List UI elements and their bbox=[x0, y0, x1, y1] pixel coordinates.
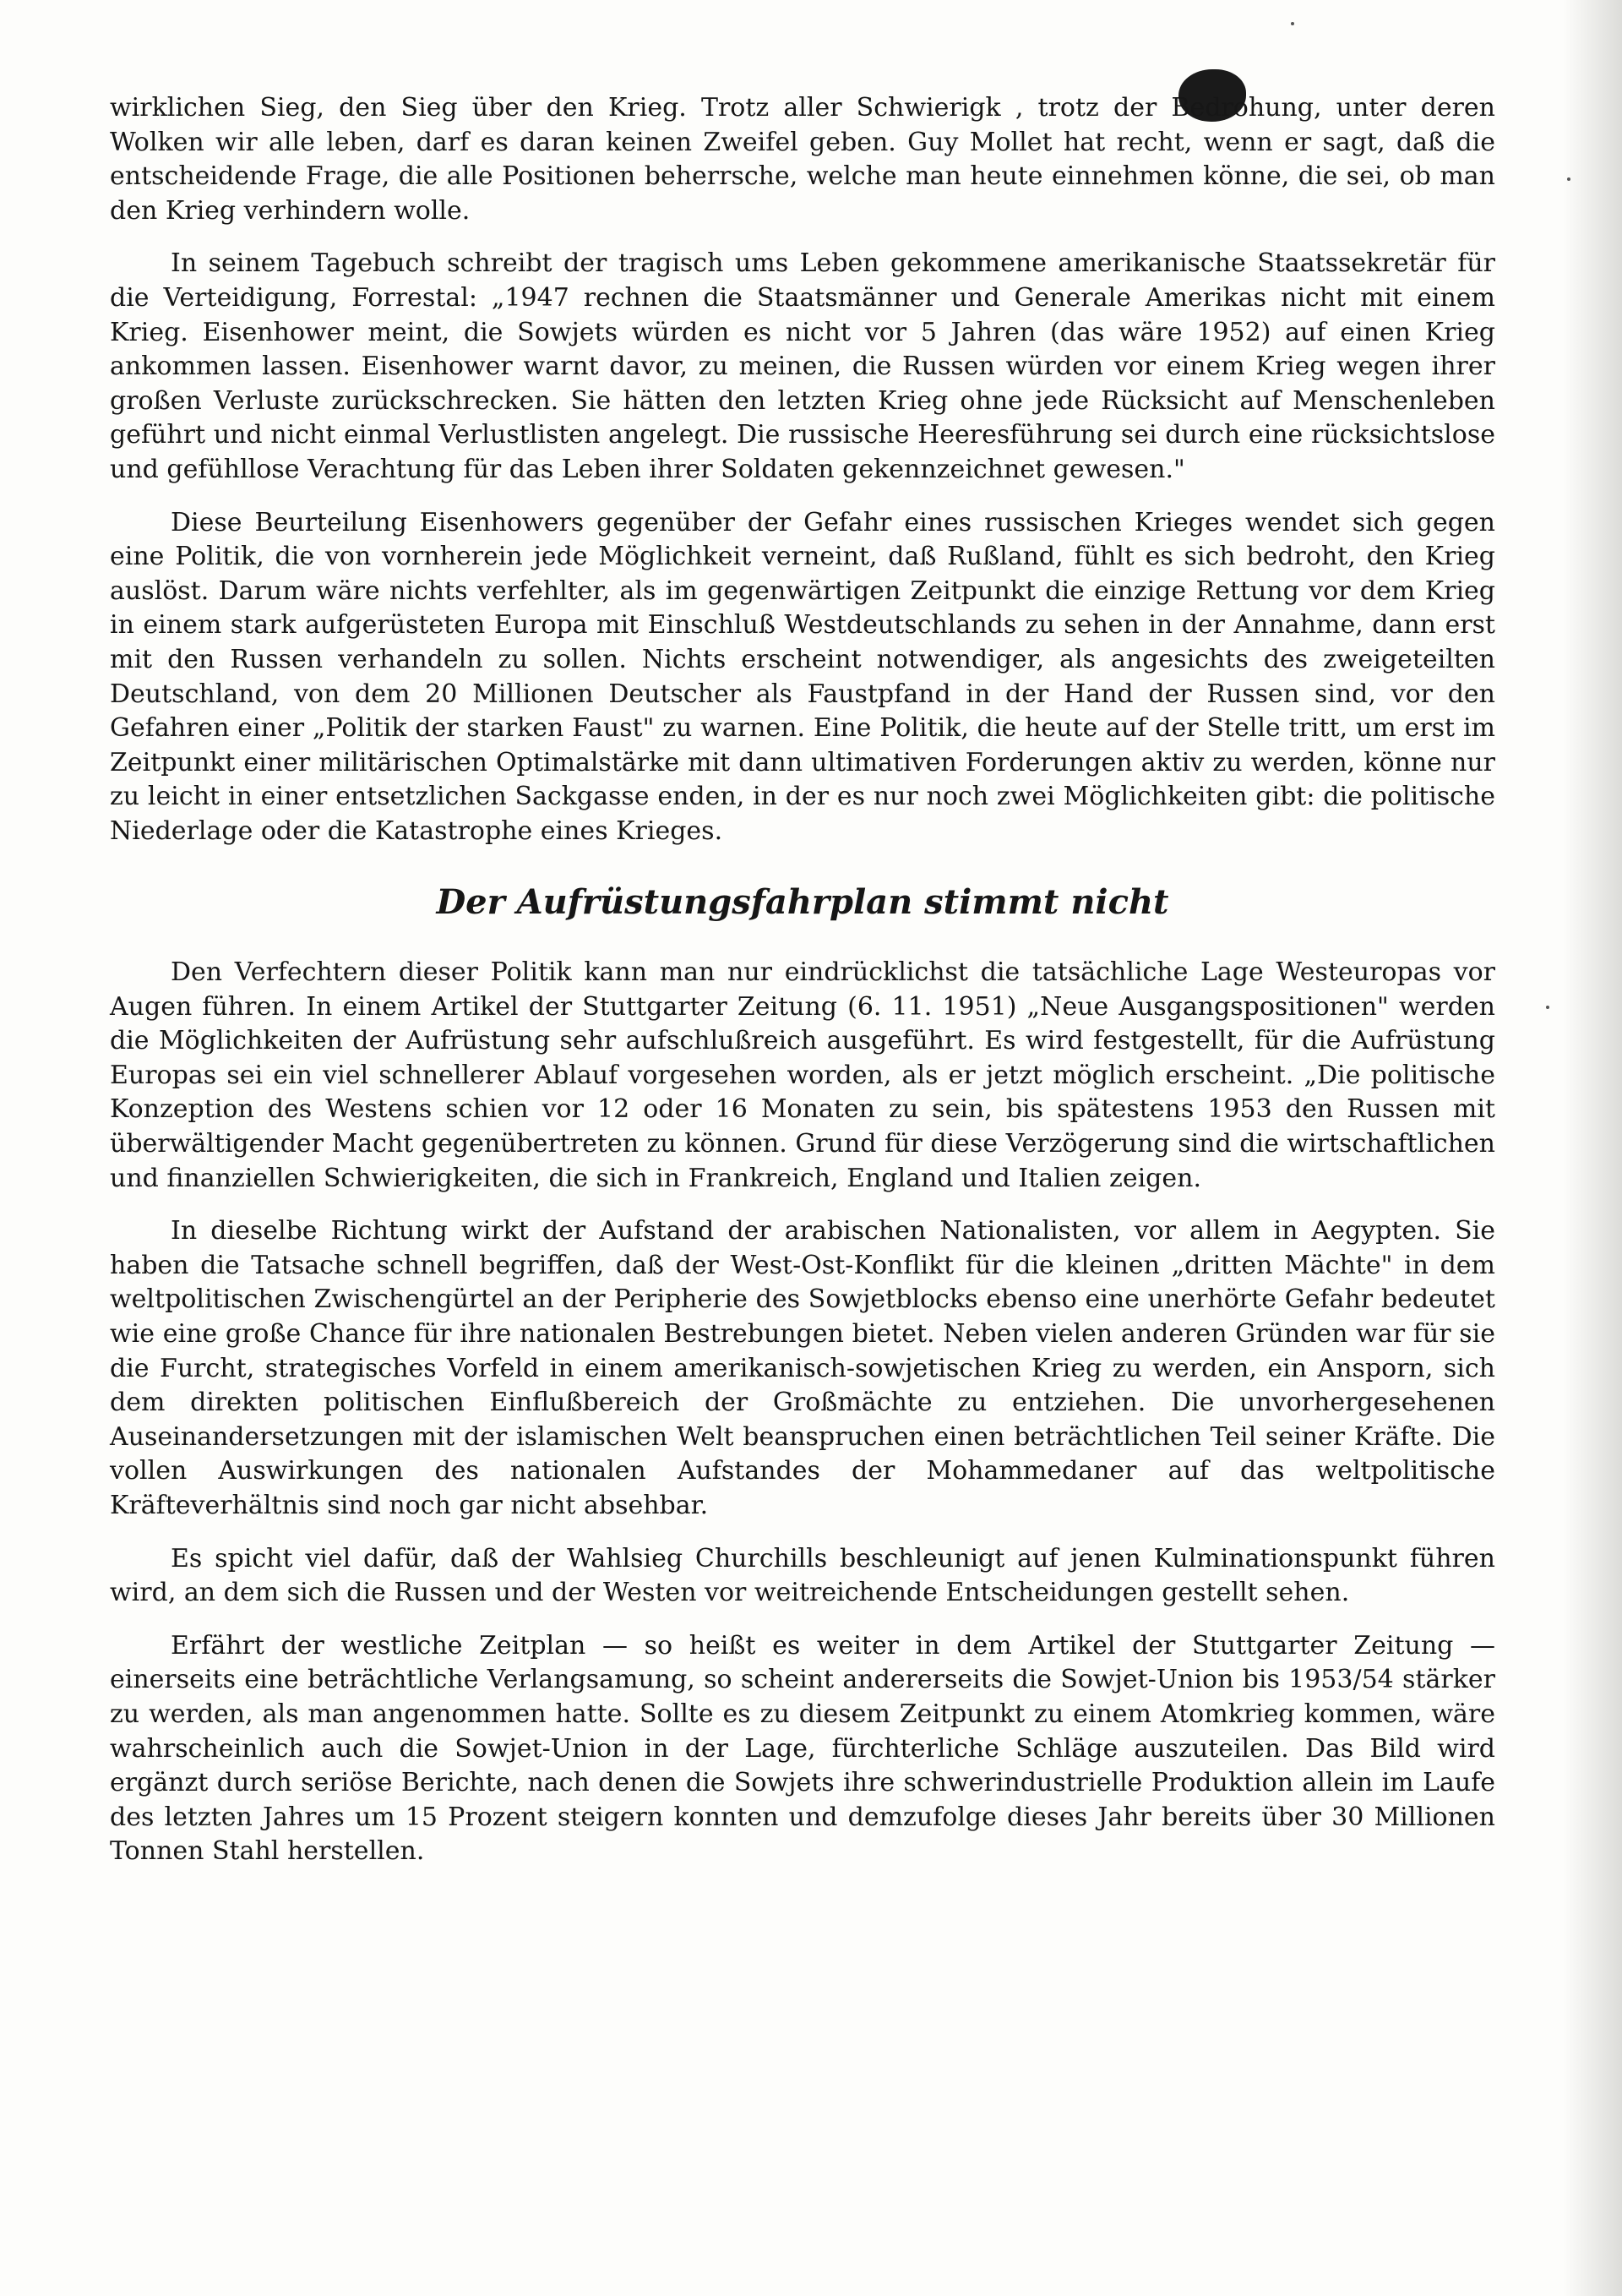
paragraph-2: In seinem Tagebuch schreibt der tragisch ums Leben gekommene amerikanische Staatssekretär für die Verteidigung, Forrestal: „1947 rechnen die Staatsmänner und Generale Amerikas nicht mit einem Krieg. Eisenhower meint, die Sowjets würden es nicht vor 5 Jahren (das wäre 1952) auf einen Krieg ankommen lassen. Eisenhower warnt davor, zu meinen, die Russen würden vor einem Krieg wegen ihrer großen Verluste zurückschrecken. Sie hätten den letzten Krieg ohne jede Rücksicht auf Menschenleben geführt und nicht einmal Verlustlisten angelegt. Die russische Heeresführung sei durch eine rücksichtslose und gefühllose Verachtung für das Leben ihrer Soldaten gekennzeichnet gewesen." bbox=[110, 248, 1495, 484]
paragraph-7: Erfährt der westliche Zeitplan — so heißt es weiter in dem Artikel der Stuttgarter Zeitung — einerseits eine beträchtliche Verlangsamung, so scheint andererseits die Sowjet-Union bis 1953/54 stärker zu werden, als man angenommen hatte. Sollte es zu diesem Zeitpunkt zu einem Atomkrieg kommen, wäre wahrscheinlich auch die Sowjet-Union in der Lage, fürchterliche Schläge auszuteilen. Das Bild wird ergänzt durch seriöse Berichte, nach denen die Sowjets ihre schwerindustrielle Produktion allein im Laufe des letzten Jahres um 15 Prozent steigern konnten und demzufolge dieses Jahr bereits über 30 Millionen Tonnen Stahl herstellen. bbox=[110, 1630, 1495, 1867]
page-edge-shadow bbox=[1563, 0, 1622, 2296]
article-body bbox=[110, 91, 1495, 1888]
paragraph-6: Es spicht viel dafür, daß der Wahlsieg Churchills beschleunigt auf jenen Kulminationspunkt führen wird, an dem sich die Russen und der Westen vor weitreichende Entscheidungen gestellt sehen. bbox=[110, 1543, 1495, 1608]
paragraph-5: In dieselbe Richtung wirkt der Aufstand der arabischen Nationalisten, vor allem in Aegypten. Sie haben die Tatsache schnell begriffen, daß der West-Ost-Konflikt für die kleinen „dritten Mächte" in dem weltpolitischen Zwischengürtel an der Peripherie des Sowjetblocks ebenso eine unerhörte Gefahr bedeutet wie eine große Chance für ihre nationalen Bestrebungen bietet. Neben vielen anderen Gründen war für sie die Furcht, strategisches Vorfeld in einem amerikanisch-sowjetischen Krieg zu werden, ein Ansporn, sich dem direkten politischen Einflußbereich der Großmächte zu entziehen. Die unvorhergesehenen Auseinandersetzungen mit der islamischen Welt beanspruchen einen beträchtlichen Teil seiner Kräfte. Die vollen Auswirkungen des nationalen Aufstandes der Mohammedaner auf das weltpolitische Kräfteverhältnis sind noch gar nicht absehbar. bbox=[110, 1216, 1495, 1520]
paragraph-1: wirklichen Sieg, den Sieg über den Krieg. Trotz aller Schwierigk , trotz der Bedrohung, unter deren Wolken wir alle leben, darf es daran keinen Zweifel geben. Guy Mollet hat recht, wenn er sagt, daß die entscheidende Frage, die alle Positionen beherrsche, welche man heute einnehmen könne, die sei, ob man den Krieg verhindern wolle. bbox=[110, 93, 1495, 226]
dust-speck bbox=[1567, 177, 1570, 181]
dust-speck bbox=[1546, 1006, 1549, 1009]
section-heading: Der Aufrüstungsfahrplan stimmt nicht bbox=[436, 882, 1169, 923]
dust-speck bbox=[1291, 22, 1294, 25]
paragraph-3: Diese Beurteilung Eisenhowers gegenüber der Gefahr eines russischen Krieges wendet sich gegen eine Politik, die von vornherein jede Möglichkeit verneint, daß Rußland, fühlt es sich bedroht, den Krieg auslöst. Darum wäre nichts verfehlter, als im gegenwärtigen Zeitpunkt die einzige Rettung vor dem Krieg in einem stark aufgerüsteten Europa mit Einschluß Westdeutschlands zu sehen in der Annahme, dann erst mit den Russen verhandeln zu sollen. Nichts erscheint notwendiger, als angesichts des zweigeteilten Deutschland, von dem 20 Millionen Deutscher als Faustpfand in der Hand der Russen sind, vor den Gefahren einer „Politik der starken Faust" zu warnen. Eine Politik, die heute auf der Stelle tritt, um erst im Zeitpunkt einer militärischen Optimalstärke mit dann ultimativen Forderungen aktiv zu werden, könne nur zu leicht in einer entsetzlichen Sackgasse enden, in der es nur noch zwei Möglichkeiten gibt: die politische Niederlage oder die Katastrophe eines Krieges. bbox=[110, 507, 1495, 846]
paragraph-4: Den Verfechtern dieser Politik kann man nur eindrücklichst die tatsächliche Lage Westeuropas vor Augen führen. In einem Artikel der Stuttgarter Zeitung (6. 11. 1951) „Neue Ausgangspositionen" werden die Möglichkeiten der Aufrüstung sehr aufschlußreich ausgeführt. Es wird festgestellt, für die Aufrüstung Europas sei ein viel schnellerer Ablauf vorgesehen worden, als er jetzt möglich erscheint. „Die politische Konzeption des Westens schien vor 12 oder 16 Monaten zu sein, bis spätestens 1953 den Russen mit überwältigender Macht gegenübertreten zu können. Grund für diese Verzögerung sind die wirtschaftlichen und finanziellen Schwierigkeiten, die sich in Frankreich, England und Italien zeigen. bbox=[110, 957, 1495, 1193]
